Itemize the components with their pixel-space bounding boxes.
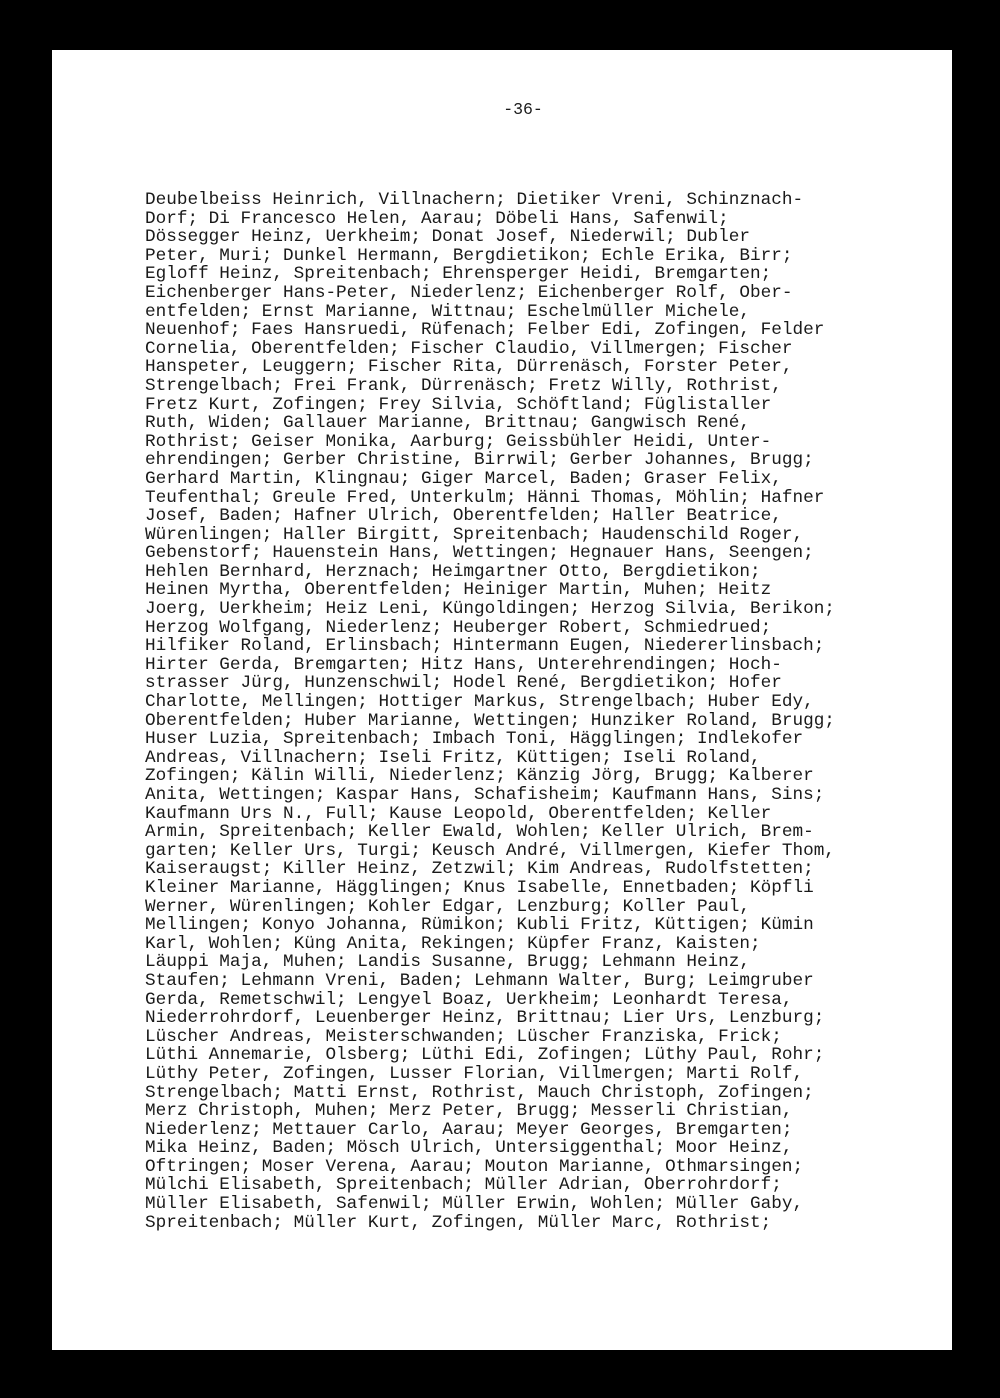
text-line: Kaufmann Urs N., Full; Kause Leopold, Oberentfelden; Keller bbox=[145, 803, 772, 824]
text-line: Josef, Baden; Hafner Ulrich, Oberentfelden; Haller Beatrice, bbox=[145, 506, 782, 527]
text-line: Gerhard Martin, Klingnau; Giger Marcel, Baden; Graser Felix, bbox=[145, 468, 782, 489]
text-line: Peter, Muri; Dunkel Hermann, Bergdietikon; Echle Erika, Birr; bbox=[145, 245, 793, 266]
text-line: Merz Christoph, Muhen; Merz Peter, Brugg; Messerli Christian, bbox=[145, 1101, 793, 1122]
text-line: Werner, Würenlingen; Kohler Edgar, Lenzburg; Koller Paul, bbox=[145, 896, 751, 917]
text-line: Neuenhof; Faes Hansruedi, Rüfenach; Felber Edi, Zofingen, Felder bbox=[145, 320, 825, 341]
text-line: Hilfiker Roland, Erlinsbach; Hintermann Eugen, Niedererlinsbach; bbox=[145, 636, 825, 657]
text-line: Egloff Heinz, Spreitenbach; Ehrensperger Heidi, Bremgarten; bbox=[145, 264, 772, 285]
text-line: Mika Heinz, Baden; Mösch Ulrich, Untersiggenthal; Moor Heinz, bbox=[145, 1138, 793, 1159]
text-line: Deubelbeiss Heinrich, Villnachern; Dietiker Vreni, Schinznach- bbox=[145, 190, 804, 210]
text-line: Hehlen Bernhard, Herznach; Heimgartner Otto, Bergdietikon; bbox=[145, 561, 761, 582]
text-line: Strengelbach; Matti Ernst, Rothrist, Mauch Christoph, Zofingen; bbox=[145, 1082, 814, 1103]
text-line: Andreas, Villnachern; Iseli Fritz, Küttigen; Iseli Roland, bbox=[145, 747, 761, 768]
text-line: Lüthy Peter, Zofingen, Lusser Florian, Villmergen; Marti Rolf, bbox=[145, 1063, 804, 1084]
text-line: Oberentfelden; Huber Marianne, Wettingen; Hunziker Roland, Brugg; bbox=[145, 710, 835, 731]
text-line: entfelden; Ernst Marianne, Wittnau; Eschelmüller Michele, bbox=[145, 301, 751, 322]
text-line: Herzog Wolfgang, Niederlenz; Heuberger Robert, Schmiedrued; bbox=[145, 617, 772, 638]
text-line: Lüscher Andreas, Meisterschwanden; Lüscher Franziska, Frick; bbox=[145, 1026, 782, 1047]
text-line: Müller Elisabeth, Safenwil; Müller Erwin, Wohlen; Müller Gaby, bbox=[145, 1194, 804, 1215]
text-line: Hanspeter, Leuggern; Fischer Rita, Dürrenäsch, Forster Peter, bbox=[145, 357, 793, 378]
text-line: Joerg, Uerkheim; Heiz Leni, Küngoldingen; Herzog Silvia, Berikon; bbox=[145, 599, 835, 620]
text-line: Niederrohrdorf, Leuenberger Heinz, Brittnau; Lier Urs, Lenzburg; bbox=[145, 1008, 825, 1029]
text-line: Anita, Wettingen; Kaspar Hans, Schafisheim; Kaufmann Hans, Sins; bbox=[145, 785, 825, 805]
text-line: Cornelia, Oberentfelden; Fischer Claudio, Villmergen; Fischer bbox=[145, 338, 793, 359]
text-line: Eichenberger Hans-Peter, Niederlenz; Eichenberger Rolf, Ober- bbox=[145, 282, 793, 303]
text-line: Mülchi Elisabeth, Spreitenbach; Müller Adrian, Oberrohrdorf; bbox=[145, 1175, 782, 1196]
text-line: Kleiner Marianne, Hägglingen; Knus Isabelle, Ennetbaden; Köpfli bbox=[145, 877, 814, 898]
text-line: Zofingen; Kälin Willi, Niederlenz; Känzig Jörg, Brugg; Kalberer bbox=[145, 766, 814, 787]
text-line: Würenlingen; Haller Birgitt, Spreitenbach; Haudenschild Roger, bbox=[145, 524, 804, 545]
text-line: ehrendingen; Gerber Christine, Birrwil; Gerber Johannes, Brugg; bbox=[145, 450, 814, 471]
text-line: Heinen Myrtha, Oberentfelden; Heiniger Martin, Muhen; Heitz bbox=[145, 580, 772, 601]
text-line: Staufen; Lehmann Vreni, Baden; Lehmann Walter, Burg; Leimgruber bbox=[145, 970, 814, 991]
text-line: Niederlenz; Mettauer Carlo, Aarau; Meyer Georges, Bremgarten; bbox=[145, 1119, 793, 1140]
text-line: strasser Jürg, Hunzenschwil; Hodel René, Bergdietikon; Hofer bbox=[145, 673, 782, 694]
text-line: Huser Luzia, Spreitenbach; Imbach Toni, Hägglingen; Indlekofer bbox=[145, 729, 804, 750]
document-page bbox=[52, 50, 952, 1350]
name-list bbox=[145, 191, 935, 1232]
text-line: Rothrist; Geiser Monika, Aarburg; Geissbühler Heidi, Unter- bbox=[145, 431, 772, 452]
page-number: -36- bbox=[503, 100, 543, 119]
text-line: Oftringen; Moser Verena, Aarau; Mouton Marianne, Othmarsingen; bbox=[145, 1156, 804, 1177]
text-line: Ruth, Widen; Gallauer Marianne, Brittnau; Gangwisch René, bbox=[145, 413, 751, 434]
text-line: Armin, Spreitenbach; Keller Ewald, Wohlen; Keller Ulrich, Brem- bbox=[145, 822, 814, 843]
text-line: Spreitenbach; Müller Kurt, Zofingen, Müller Marc, Rothrist; bbox=[145, 1212, 772, 1233]
text-line: Läuppi Maja, Muhen; Landis Susanne, Brugg; Lehmann Heinz, bbox=[145, 952, 751, 973]
text-line: Teufenthal; Greule Fred, Unterkulm; Hänni Thomas, Möhlin; Hafner bbox=[145, 487, 825, 508]
text-line: Gebenstorf; Hauenstein Hans, Wettingen; Hegnauer Hans, Seengen; bbox=[145, 543, 814, 564]
text-line: Fretz Kurt, Zofingen; Frey Silvia, Schöftland; Füglistaller bbox=[145, 394, 772, 415]
text-line: Kaiseraugst; Killer Heinz, Zetzwil; Kim Andreas, Rudolfstetten; bbox=[145, 859, 814, 880]
text-line: Hirter Gerda, Bremgarten; Hitz Hans, Unterehrendingen; Hoch- bbox=[145, 654, 782, 675]
text-line: Dorf; Di Francesco Helen, Aarau; Döbeli Hans, Safenwil; bbox=[145, 208, 729, 229]
text-line: garten; Keller Urs, Turgi; Keusch André, Villmergen, Kiefer Thom, bbox=[145, 840, 835, 861]
text-line: Dössegger Heinz, Uerkheim; Donat Josef, Niederwil; Dubler bbox=[145, 227, 751, 248]
text-line: Mellingen; Konyo Johanna, Rümikon; Kubli Fritz, Küttigen; Kümin bbox=[145, 915, 814, 936]
text-line: Gerda, Remetschwil; Lengyel Boaz, Uerkheim; Leonhardt Teresa, bbox=[145, 989, 793, 1010]
text-line: Karl, Wohlen; Küng Anita, Rekingen; Küpfer Franz, Kaisten; bbox=[145, 933, 761, 954]
text-line: Strengelbach; Frei Frank, Dürrenäsch; Fretz Willy, Rothrist, bbox=[145, 375, 782, 396]
text-line: Charlotte, Mellingen; Hottiger Markus, Strengelbach; Huber Edy, bbox=[145, 692, 814, 713]
text-line: Lüthi Annemarie, Olsberg; Lüthi Edi, Zofingen; Lüthy Paul, Rohr; bbox=[145, 1045, 825, 1066]
